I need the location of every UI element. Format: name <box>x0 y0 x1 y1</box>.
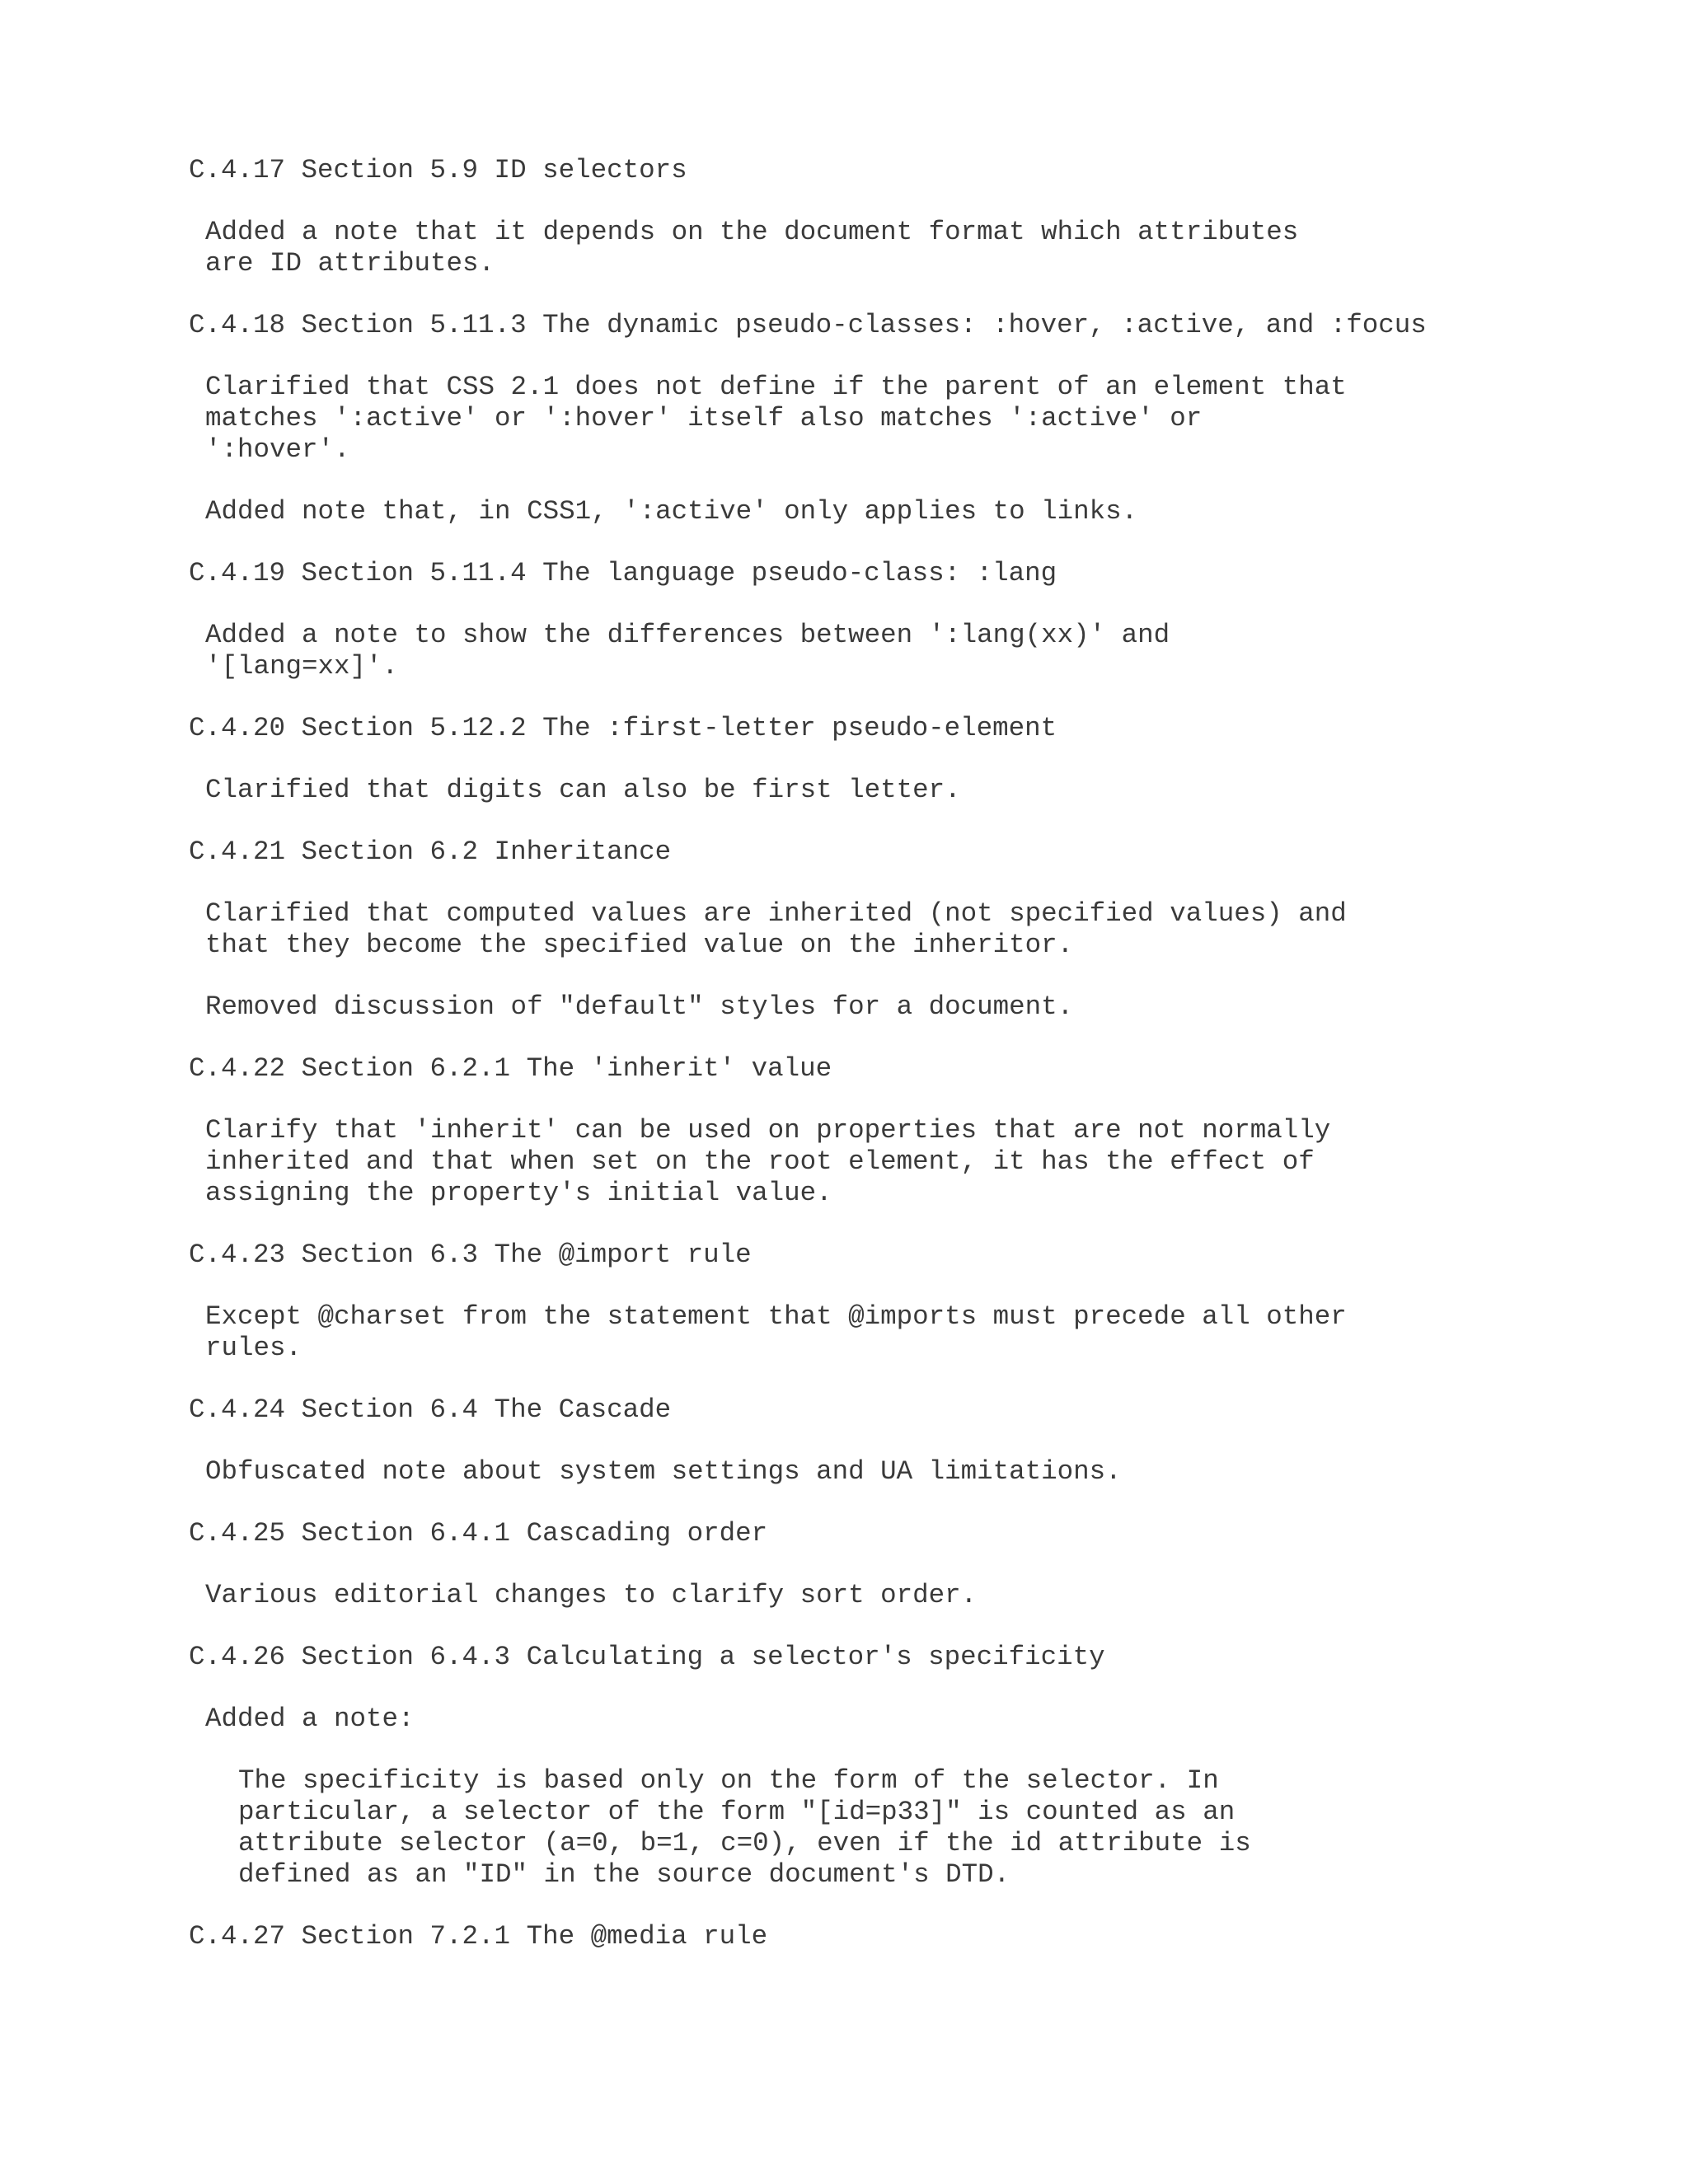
paragraph-line: matches ':active' or ':hover' itself also matches ':active' or <box>205 403 1203 434</box>
paragraph-line: rules. <box>205 1333 302 1363</box>
section-heading: C.4.21 Section 6.2 Inheritance <box>189 837 672 867</box>
paragraph-line: Clarified that digits can also be first letter. <box>205 775 961 805</box>
paragraph-line: Removed discussion of "default" styles for a document. <box>205 991 1074 1022</box>
paragraph-line: are ID attributes. <box>205 248 495 279</box>
paragraph-line: Added a note: <box>205 1704 415 1734</box>
section-heading: C.4.25 Section 6.4.1 Cascading order <box>189 1518 768 1549</box>
paragraph-line: Clarified that CSS 2.1 does not define if the parent of an element that <box>205 372 1347 402</box>
quote-line: attribute selector (a=0, b=1, c=0), even if the id attribute is <box>238 1828 1251 1858</box>
section-heading: C.4.24 Section 6.4 The Cascade <box>189 1394 672 1425</box>
section-heading: C.4.22 Section 6.2.1 The 'inherit' value <box>189 1053 832 1084</box>
quote-line: defined as an "ID" in the source document's DTD. <box>238 1859 1010 1890</box>
quote-line: The specificity is based only on the form of the selector. In <box>238 1765 1219 1796</box>
section-heading: C.4.26 Section 6.4.3 Calculating a selector's specificity <box>189 1642 1105 1672</box>
paragraph-line: inherited and that when set on the root element, it has the effect of <box>205 1146 1315 1177</box>
paragraph-line: Added note that, in CSS1, ':active' only applies to links. <box>205 496 1138 527</box>
section-heading: C.4.19 Section 5.11.4 The language pseudo-class: :lang <box>189 558 1057 588</box>
paragraph-line: Obfuscated note about system settings and UA limitations. <box>205 1456 1122 1487</box>
paragraph-line: Added a note to show the differences between ':lang(xx)' and <box>205 620 1170 650</box>
section-heading: C.4.27 Section 7.2.1 The @media rule <box>189 1921 768 1952</box>
section-heading: C.4.23 Section 6.3 The @import rule <box>189 1240 752 1270</box>
paragraph-line: Various editorial changes to clarify sort order. <box>205 1580 978 1610</box>
paragraph-line: Clarify that 'inherit' can be used on properties that are not normally <box>205 1115 1331 1146</box>
paragraph-line: ':hover'. <box>205 434 350 465</box>
paragraph-line: Clarified that computed values are inherited (not specified values) and <box>205 898 1347 929</box>
section-heading: C.4.18 Section 5.11.3 The dynamic pseudo-classes: :hover, :active, and :focus <box>189 310 1427 340</box>
section-heading: C.4.17 Section 5.9 ID selectors <box>189 155 687 185</box>
paragraph-line: that they become the specified value on the inheritor. <box>205 930 1074 960</box>
section-heading: C.4.20 Section 5.12.2 The :first-letter pseudo-element <box>189 713 1057 743</box>
paragraph-line: '[lang=xx]'. <box>205 651 399 682</box>
paragraph-line: Except @charset from the statement that @imports must precede all other <box>205 1301 1347 1332</box>
quote-line: particular, a selector of the form "[id=p33]" is counted as an <box>238 1797 1236 1827</box>
paragraph-line: assigning the property's initial value. <box>205 1178 832 1208</box>
paragraph-line: Added a note that it depends on the document format which attributes <box>205 217 1299 247</box>
